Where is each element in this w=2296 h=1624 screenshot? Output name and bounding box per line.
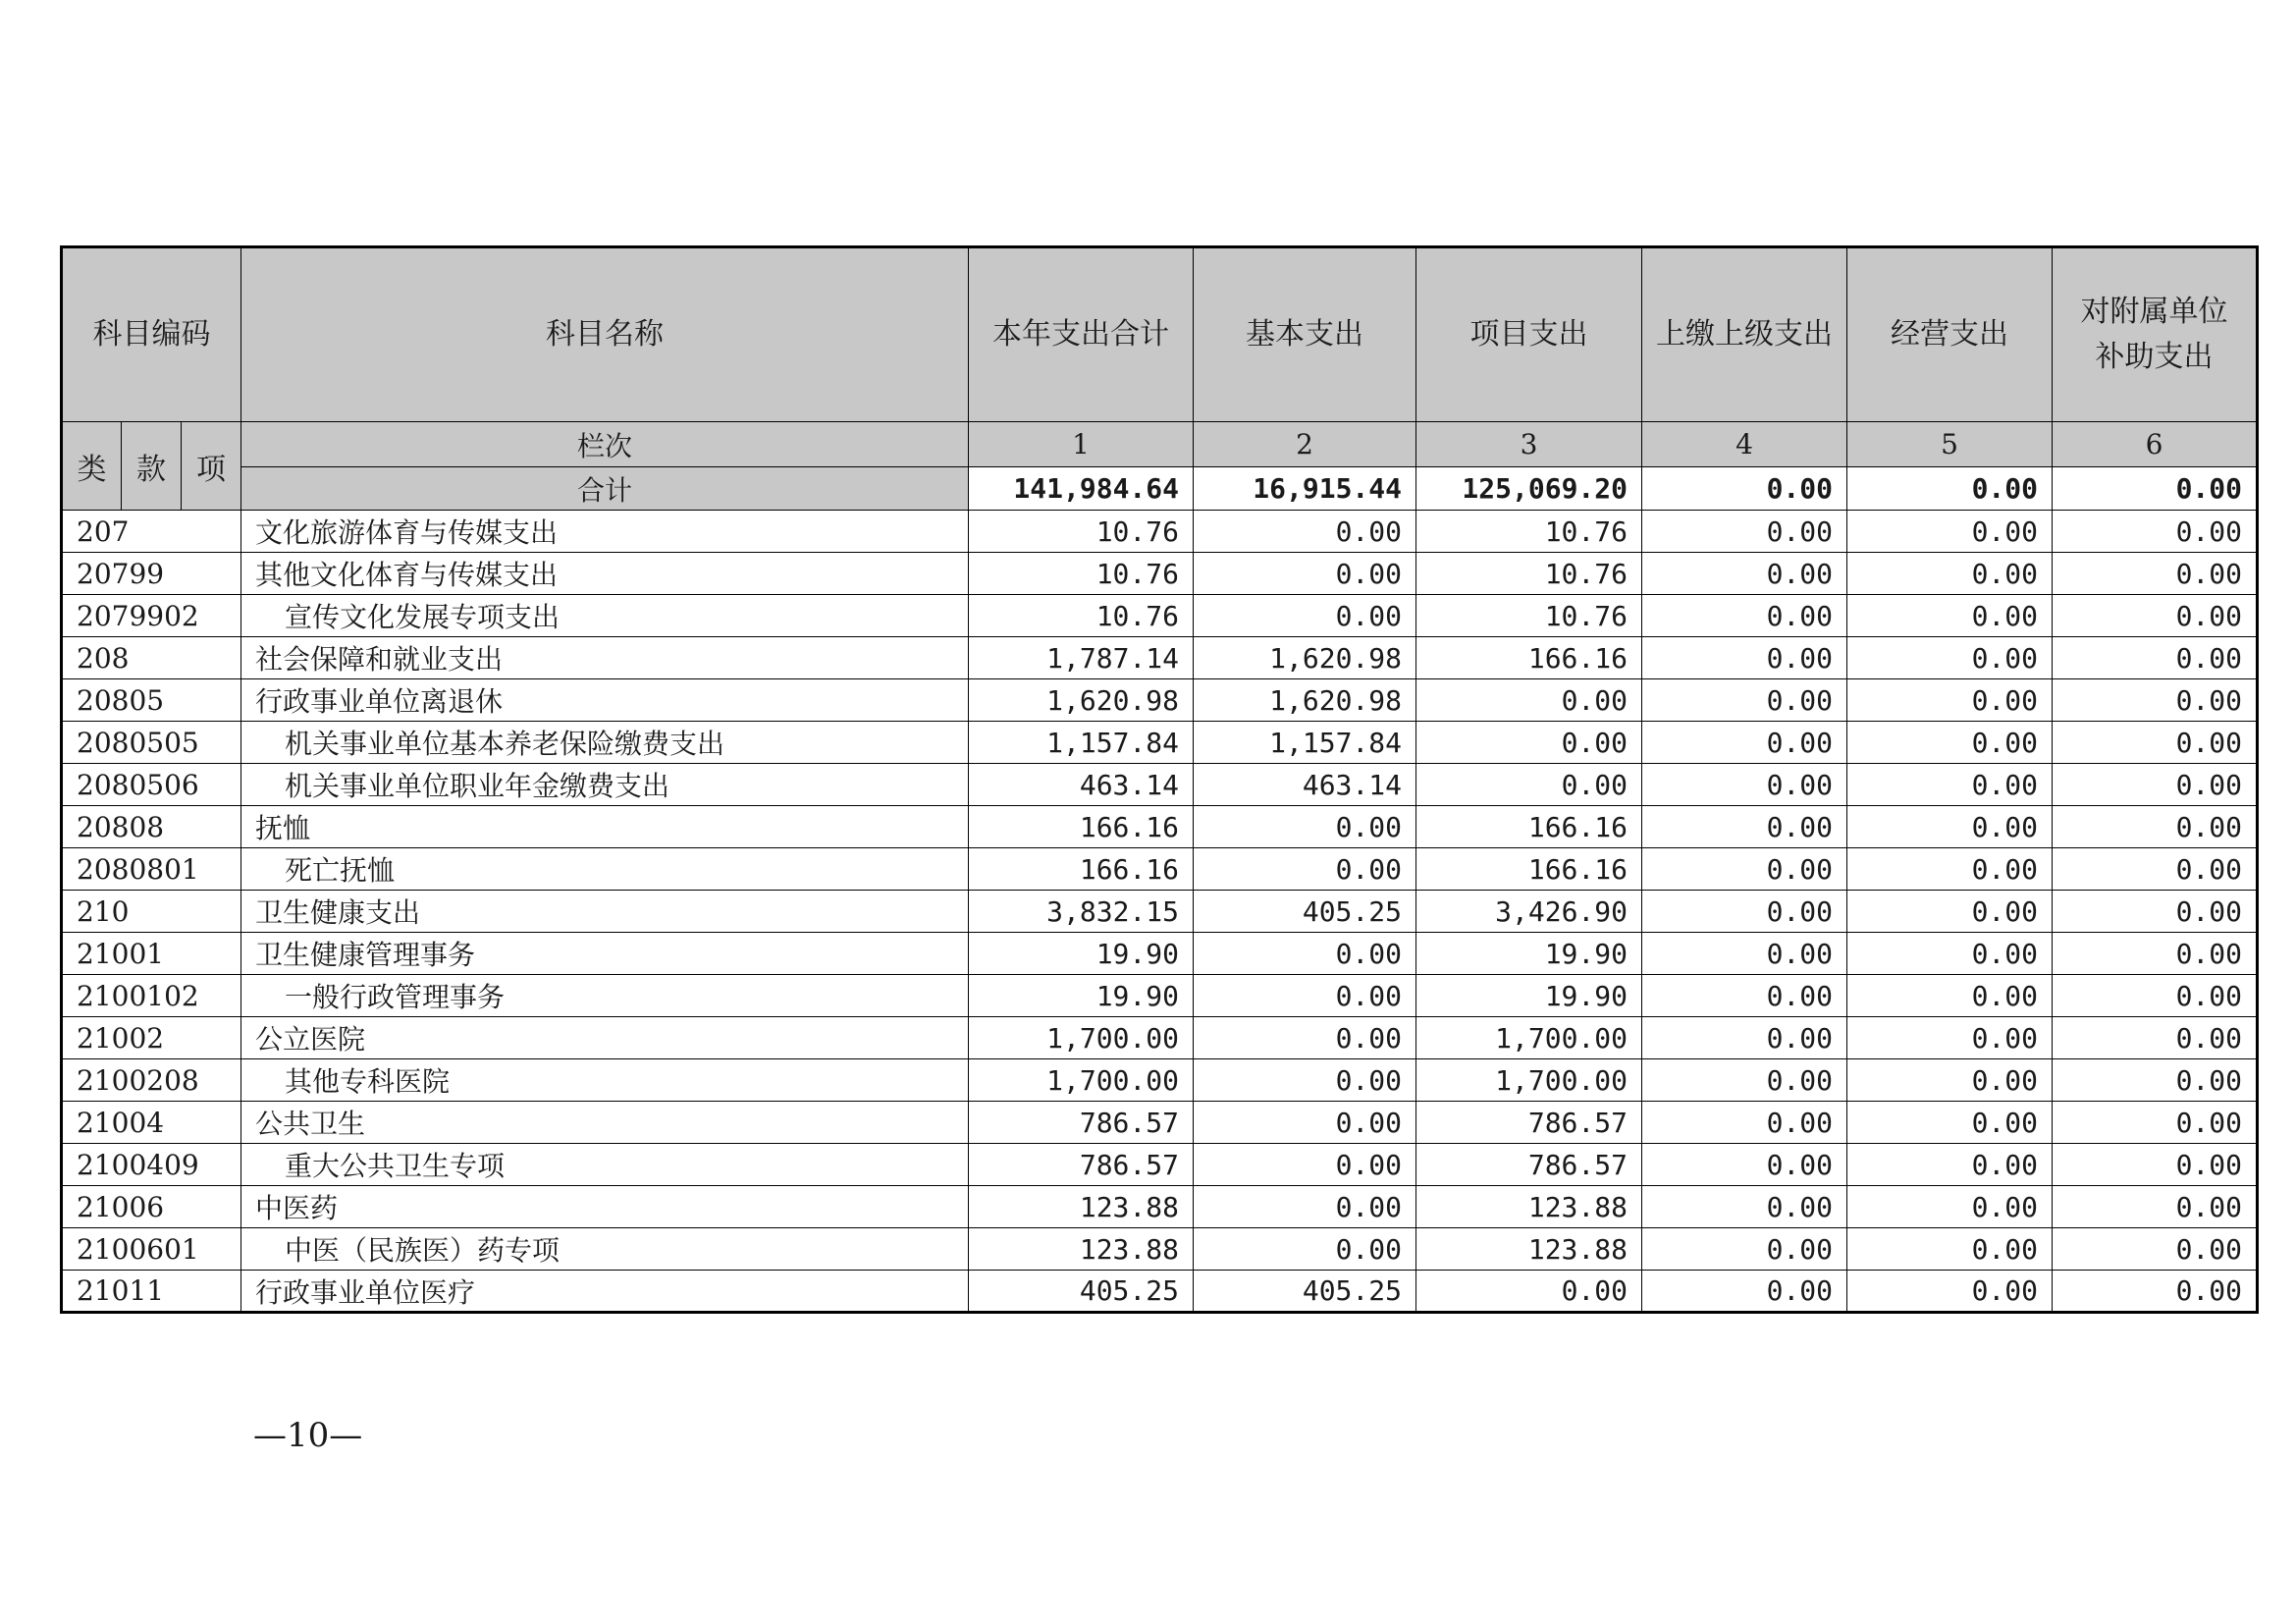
table-row bbox=[62, 637, 2258, 679]
subject-name: 其他专科医院 bbox=[285, 1065, 451, 1098]
subject-name: 公立医院 bbox=[255, 1023, 366, 1056]
subject-code: 21011 bbox=[62, 1271, 241, 1313]
table-row bbox=[62, 1102, 2258, 1144]
amount-c5: 0.00 bbox=[1847, 511, 2053, 553]
header-subsidy-affiliates: 对附属单位补助支出 bbox=[2053, 247, 2258, 422]
amount-c3: 166.16 bbox=[1416, 848, 1642, 891]
subject-name-cell bbox=[241, 806, 969, 848]
subject-code: 2100601 bbox=[62, 1228, 241, 1271]
subject-name-cell bbox=[241, 679, 969, 722]
amount-c4: 0.00 bbox=[1642, 679, 1847, 722]
table-row bbox=[62, 1059, 2258, 1102]
subject-name: 一般行政管理事务 bbox=[285, 981, 506, 1013]
expenditure-table bbox=[60, 245, 2259, 1314]
amount-c4: 0.00 bbox=[1642, 1186, 1847, 1228]
subject-name-cell bbox=[241, 975, 969, 1017]
column-number-6: 6 bbox=[2053, 422, 2258, 467]
table-row bbox=[62, 679, 2258, 722]
amount-c1: 123.88 bbox=[969, 1186, 1194, 1228]
amount-c4: 0.00 bbox=[1642, 1102, 1847, 1144]
amount-c5: 0.00 bbox=[1847, 975, 2053, 1017]
amount-c1: 10.76 bbox=[969, 553, 1194, 595]
subject-name: 机关事业单位职业年金缴费支出 bbox=[285, 770, 670, 802]
amount-c5: 0.00 bbox=[1847, 764, 2053, 806]
subject-code: 210 bbox=[62, 891, 241, 933]
subject-name-cell bbox=[241, 553, 969, 595]
amount-c3: 123.88 bbox=[1416, 1186, 1642, 1228]
subject-name: 中医药 bbox=[255, 1192, 339, 1224]
subject-name-cell bbox=[241, 637, 969, 679]
table-row bbox=[62, 848, 2258, 891]
amount-c3: 19.90 bbox=[1416, 933, 1642, 975]
column-number-row bbox=[62, 422, 2258, 467]
amount-c3: 1,700.00 bbox=[1416, 1059, 1642, 1102]
subject-name-cell bbox=[241, 1186, 969, 1228]
subject-name: 宣传文化发展专项支出 bbox=[285, 601, 561, 633]
subject-name: 机关事业单位基本养老保险缴费支出 bbox=[285, 728, 725, 760]
header-basic-expenditure: 基本支出 bbox=[1194, 247, 1416, 422]
amount-c4: 0.00 bbox=[1642, 722, 1847, 764]
page-number: —10— bbox=[253, 1416, 363, 1455]
amount-c6: 0.00 bbox=[2053, 933, 2258, 975]
column-number-1: 1 bbox=[969, 422, 1194, 467]
amount-c6: 0.00 bbox=[2053, 1059, 2258, 1102]
table-row bbox=[62, 1186, 2258, 1228]
amount-c6: 0.00 bbox=[2053, 975, 2258, 1017]
amount-c1: 19.90 bbox=[969, 975, 1194, 1017]
amount-c2: 0.00 bbox=[1194, 1059, 1416, 1102]
amount-c1: 166.16 bbox=[969, 806, 1194, 848]
amount-c6: 0.00 bbox=[2053, 764, 2258, 806]
total-c3: 125,069.20 bbox=[1416, 467, 1642, 511]
subject-code: 2100208 bbox=[62, 1059, 241, 1102]
column-number-3: 3 bbox=[1416, 422, 1642, 467]
amount-c5: 0.00 bbox=[1847, 933, 2053, 975]
subheader-lanci: 栏次 bbox=[241, 422, 969, 467]
table-row bbox=[62, 595, 2258, 637]
amount-c3: 166.16 bbox=[1416, 806, 1642, 848]
amount-c3: 166.16 bbox=[1416, 637, 1642, 679]
amount-c5: 0.00 bbox=[1847, 1059, 2053, 1102]
amount-c5: 0.00 bbox=[1847, 806, 2053, 848]
amount-c2: 1,620.98 bbox=[1194, 679, 1416, 722]
subject-code: 2080801 bbox=[62, 848, 241, 891]
amount-c6: 0.00 bbox=[2053, 891, 2258, 933]
amount-c3: 3,426.90 bbox=[1416, 891, 1642, 933]
subheader-lei: 类 bbox=[62, 422, 122, 511]
subject-name: 卫生健康支出 bbox=[255, 896, 421, 929]
amount-c6: 0.00 bbox=[2053, 1017, 2258, 1059]
amount-c6: 0.00 bbox=[2053, 1271, 2258, 1313]
amount-c2: 0.00 bbox=[1194, 553, 1416, 595]
amount-c2: 405.25 bbox=[1194, 1271, 1416, 1313]
subject-code: 208 bbox=[62, 637, 241, 679]
amount-c3: 0.00 bbox=[1416, 679, 1642, 722]
amount-c4: 0.00 bbox=[1642, 595, 1847, 637]
amount-c4: 0.00 bbox=[1642, 637, 1847, 679]
table-row bbox=[62, 975, 2258, 1017]
amount-c6: 0.00 bbox=[2053, 637, 2258, 679]
amount-c1: 786.57 bbox=[969, 1102, 1194, 1144]
amount-c3: 786.57 bbox=[1416, 1144, 1642, 1186]
table-row bbox=[62, 511, 2258, 553]
amount-c4: 0.00 bbox=[1642, 1271, 1847, 1313]
amount-c3: 0.00 bbox=[1416, 722, 1642, 764]
table-row bbox=[62, 891, 2258, 933]
amount-c5: 0.00 bbox=[1847, 553, 2053, 595]
table-row bbox=[62, 722, 2258, 764]
total-c1: 141,984.64 bbox=[969, 467, 1194, 511]
header-code: 科目编码 bbox=[62, 247, 241, 422]
amount-c5: 0.00 bbox=[1847, 722, 2053, 764]
subject-name-cell bbox=[241, 722, 969, 764]
amount-c1: 786.57 bbox=[969, 1144, 1194, 1186]
amount-c3: 10.76 bbox=[1416, 553, 1642, 595]
amount-c4: 0.00 bbox=[1642, 1059, 1847, 1102]
amount-c5: 0.00 bbox=[1847, 1144, 2053, 1186]
amount-c2: 1,157.84 bbox=[1194, 722, 1416, 764]
header-remit-superior: 上缴上级支出 bbox=[1642, 247, 1847, 422]
subject-code: 2100102 bbox=[62, 975, 241, 1017]
subject-code: 20805 bbox=[62, 679, 241, 722]
subject-name: 行政事业单位离退休 bbox=[255, 685, 504, 718]
subject-name: 公共卫生 bbox=[255, 1108, 366, 1140]
amount-c1: 123.88 bbox=[969, 1228, 1194, 1271]
amount-c1: 463.14 bbox=[969, 764, 1194, 806]
table-row bbox=[62, 553, 2258, 595]
amount-c6: 0.00 bbox=[2053, 679, 2258, 722]
amount-c5: 0.00 bbox=[1847, 1271, 2053, 1313]
amount-c2: 463.14 bbox=[1194, 764, 1416, 806]
amount-c5: 0.00 bbox=[1847, 637, 2053, 679]
amount-c1: 1,620.98 bbox=[969, 679, 1194, 722]
amount-c2: 0.00 bbox=[1194, 975, 1416, 1017]
amount-c5: 0.00 bbox=[1847, 1017, 2053, 1059]
amount-c2: 0.00 bbox=[1194, 1017, 1416, 1059]
subject-name: 社会保障和就业支出 bbox=[255, 643, 504, 676]
subject-code: 21002 bbox=[62, 1017, 241, 1059]
subject-name: 行政事业单位医疗 bbox=[255, 1275, 476, 1309]
amount-c6: 0.00 bbox=[2053, 553, 2258, 595]
column-number-2: 2 bbox=[1194, 422, 1416, 467]
amount-c5: 0.00 bbox=[1847, 595, 2053, 637]
amount-c4: 0.00 bbox=[1642, 1017, 1847, 1059]
amount-c3: 786.57 bbox=[1416, 1102, 1642, 1144]
subject-code: 21004 bbox=[62, 1102, 241, 1144]
amount-c6: 0.00 bbox=[2053, 595, 2258, 637]
amount-c6: 0.00 bbox=[2053, 722, 2258, 764]
amount-c2: 0.00 bbox=[1194, 848, 1416, 891]
amount-c3: 10.76 bbox=[1416, 511, 1642, 553]
amount-c1: 19.90 bbox=[969, 933, 1194, 975]
amount-c5: 0.00 bbox=[1847, 891, 2053, 933]
total-c6: 0.00 bbox=[2053, 467, 2258, 511]
amount-c6: 0.00 bbox=[2053, 1228, 2258, 1271]
table-row bbox=[62, 1271, 2258, 1313]
amount-c2: 0.00 bbox=[1194, 1102, 1416, 1144]
amount-c2: 0.00 bbox=[1194, 511, 1416, 553]
amount-c2: 0.00 bbox=[1194, 933, 1416, 975]
amount-c6: 0.00 bbox=[2053, 1186, 2258, 1228]
subject-code: 2080505 bbox=[62, 722, 241, 764]
header-operating-expenditure: 经营支出 bbox=[1847, 247, 2053, 422]
total-label: 合计 bbox=[241, 467, 969, 511]
amount-c3: 0.00 bbox=[1416, 1271, 1642, 1313]
amount-c4: 0.00 bbox=[1642, 553, 1847, 595]
subject-name-cell bbox=[241, 1228, 969, 1271]
subject-code: 2079902 bbox=[62, 595, 241, 637]
subject-name: 卫生健康管理事务 bbox=[255, 939, 476, 971]
subject-name-cell bbox=[241, 1144, 969, 1186]
subject-code: 21006 bbox=[62, 1186, 241, 1228]
amount-c4: 0.00 bbox=[1642, 511, 1847, 553]
amount-c1: 10.76 bbox=[969, 511, 1194, 553]
subject-name-cell bbox=[241, 1271, 969, 1313]
amount-c3: 1,700.00 bbox=[1416, 1017, 1642, 1059]
amount-c2: 0.00 bbox=[1194, 595, 1416, 637]
amount-c1: 10.76 bbox=[969, 595, 1194, 637]
amount-c2: 0.00 bbox=[1194, 1186, 1416, 1228]
subject-name: 抚恤 bbox=[255, 812, 311, 844]
amount-c2: 0.00 bbox=[1194, 1228, 1416, 1271]
subject-name-cell bbox=[241, 1017, 969, 1059]
table-row bbox=[62, 1017, 2258, 1059]
total-row bbox=[62, 467, 2258, 511]
amount-c6: 0.00 bbox=[2053, 848, 2258, 891]
amount-c4: 0.00 bbox=[1642, 975, 1847, 1017]
amount-c3: 0.00 bbox=[1416, 764, 1642, 806]
subject-code: 2080506 bbox=[62, 764, 241, 806]
subject-name: 其他文化体育与传媒支出 bbox=[255, 559, 559, 591]
subject-code: 20799 bbox=[62, 553, 241, 595]
amount-c5: 0.00 bbox=[1847, 848, 2053, 891]
header-total-expenditure: 本年支出合计 bbox=[969, 247, 1194, 422]
amount-c6: 0.00 bbox=[2053, 806, 2258, 848]
total-c5: 0.00 bbox=[1847, 467, 2053, 511]
column-number-4: 4 bbox=[1642, 422, 1847, 467]
total-c2: 16,915.44 bbox=[1194, 467, 1416, 511]
subject-name-cell bbox=[241, 933, 969, 975]
subject-code: 21001 bbox=[62, 933, 241, 975]
amount-c3: 123.88 bbox=[1416, 1228, 1642, 1271]
amount-c5: 0.00 bbox=[1847, 679, 2053, 722]
amount-c1: 1,700.00 bbox=[969, 1017, 1194, 1059]
header-project-expenditure: 项目支出 bbox=[1416, 247, 1642, 422]
table-row bbox=[62, 764, 2258, 806]
table-row bbox=[62, 1228, 2258, 1271]
subject-name: 重大公共卫生专项 bbox=[285, 1150, 506, 1182]
subject-name-cell bbox=[241, 848, 969, 891]
amount-c1: 1,700.00 bbox=[969, 1059, 1194, 1102]
subject-code: 207 bbox=[62, 511, 241, 553]
amount-c4: 0.00 bbox=[1642, 891, 1847, 933]
amount-c3: 19.90 bbox=[1416, 975, 1642, 1017]
subject-name: 文化旅游体育与传媒支出 bbox=[255, 516, 559, 549]
amount-c1: 405.25 bbox=[969, 1271, 1194, 1313]
amount-c4: 0.00 bbox=[1642, 764, 1847, 806]
amount-c4: 0.00 bbox=[1642, 1228, 1847, 1271]
subject-name-cell bbox=[241, 595, 969, 637]
subject-code: 2100409 bbox=[62, 1144, 241, 1186]
amount-c5: 0.00 bbox=[1847, 1228, 2053, 1271]
subject-name-cell bbox=[241, 764, 969, 806]
column-number-5: 5 bbox=[1847, 422, 2053, 467]
amount-c4: 0.00 bbox=[1642, 933, 1847, 975]
subheader-kuan: 款 bbox=[122, 422, 182, 511]
subject-name-cell bbox=[241, 891, 969, 933]
header-name: 科目名称 bbox=[241, 247, 969, 422]
amount-c2: 405.25 bbox=[1194, 891, 1416, 933]
amount-c4: 0.00 bbox=[1642, 806, 1847, 848]
header-row bbox=[62, 247, 2258, 422]
amount-c2: 1,620.98 bbox=[1194, 637, 1416, 679]
amount-c1: 1,787.14 bbox=[969, 637, 1194, 679]
total-c4: 0.00 bbox=[1642, 467, 1847, 511]
subheader-xiang: 项 bbox=[182, 422, 241, 511]
amount-c5: 0.00 bbox=[1847, 1102, 2053, 1144]
amount-c2: 0.00 bbox=[1194, 806, 1416, 848]
table-row bbox=[62, 806, 2258, 848]
subject-name: 中医（民族医）药专项 bbox=[285, 1234, 561, 1267]
amount-c6: 0.00 bbox=[2053, 1144, 2258, 1186]
amount-c5: 0.00 bbox=[1847, 1186, 2053, 1228]
amount-c3: 10.76 bbox=[1416, 595, 1642, 637]
amount-c1: 3,832.15 bbox=[969, 891, 1194, 933]
subject-name-cell bbox=[241, 511, 969, 553]
amount-c6: 0.00 bbox=[2053, 1102, 2258, 1144]
amount-c2: 0.00 bbox=[1194, 1144, 1416, 1186]
subject-name-cell bbox=[241, 1102, 969, 1144]
table-row bbox=[62, 1144, 2258, 1186]
subject-name: 死亡抚恤 bbox=[285, 854, 396, 887]
amount-c4: 0.00 bbox=[1642, 1144, 1847, 1186]
subject-code: 20808 bbox=[62, 806, 241, 848]
table-row bbox=[62, 933, 2258, 975]
amount-c6: 0.00 bbox=[2053, 511, 2258, 553]
amount-c4: 0.00 bbox=[1642, 848, 1847, 891]
amount-c1: 1,157.84 bbox=[969, 722, 1194, 764]
subject-name-cell bbox=[241, 1059, 969, 1102]
amount-c1: 166.16 bbox=[969, 848, 1194, 891]
